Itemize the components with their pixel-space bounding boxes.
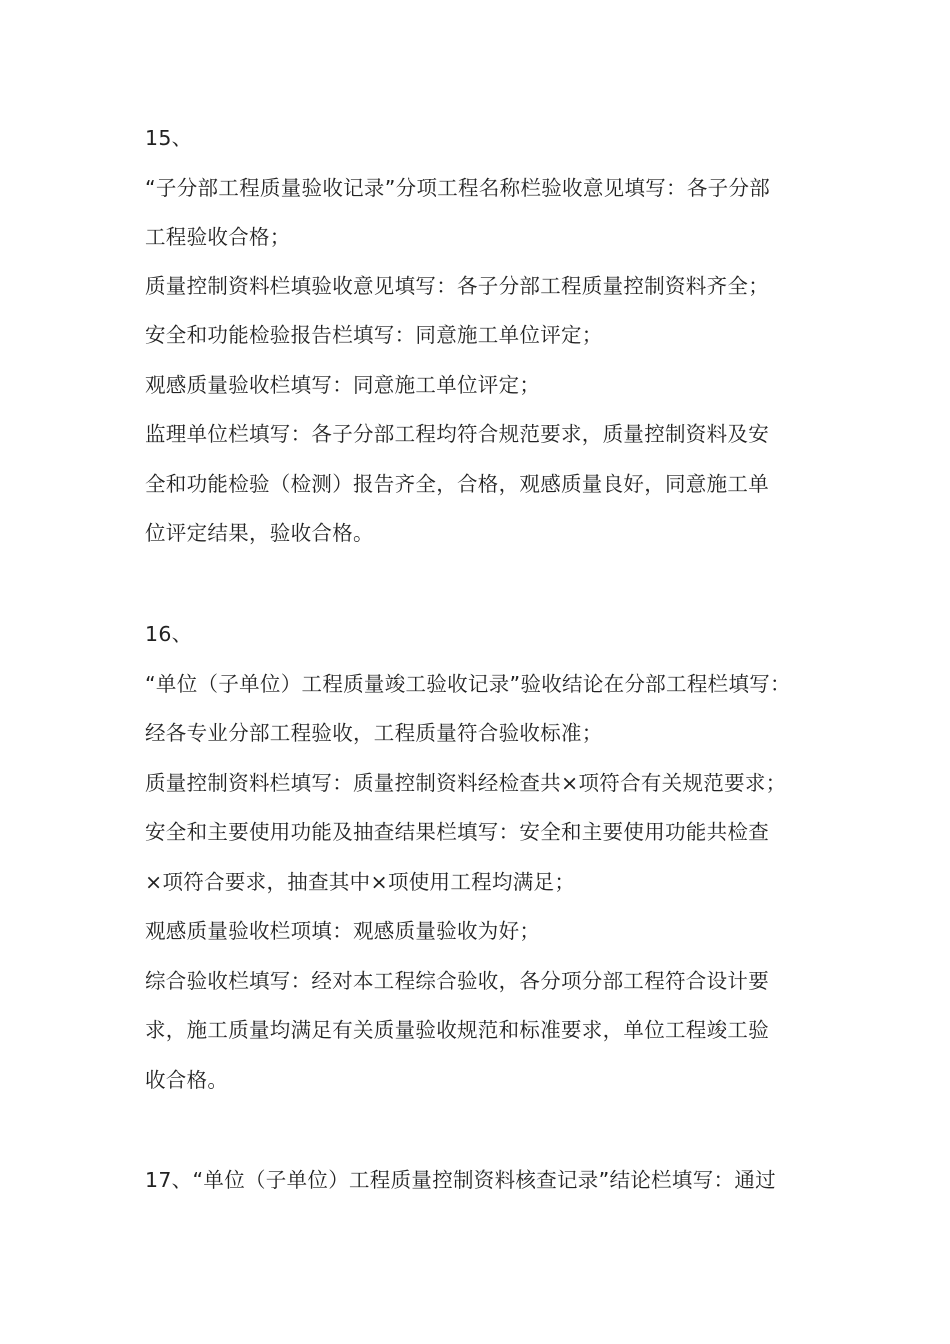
paragraph-line-section-17: 17、“单位（子单位）工程质量控制资料核查记录”结论栏填写：通过 bbox=[145, 1168, 776, 1192]
paragraph-line: 综合验收栏填写：经对本工程综合验收，各分项分部工程符合设计要 bbox=[145, 969, 769, 993]
paragraph-line: 工程验收合格； bbox=[145, 225, 291, 249]
paragraph-line: 全和功能检验（检测）报告齐全，合格，观感质量良好，同意施工单 bbox=[145, 472, 769, 496]
section-number-15: 15、 bbox=[145, 126, 193, 150]
paragraph-line: 质量控制资料栏填验收意见填写：各子分部工程质量控制资料齐全； bbox=[145, 274, 769, 298]
section-number-16: 16、 bbox=[145, 622, 193, 646]
paragraph-line: 监理单位栏填写：各子分部工程均符合规范要求，质量控制资料及安 bbox=[145, 422, 769, 446]
paragraph-line: 质量控制资料栏填写：质量控制资料经检查共×项符合有关规范要求； bbox=[145, 771, 787, 795]
paragraph-line: 求，施工质量均满足有关质量验收规范和标准要求，单位工程竣工验 bbox=[145, 1018, 769, 1042]
paragraph-line: 观感质量验收栏填写：同意施工单位评定； bbox=[145, 373, 541, 397]
paragraph-line: “单位（子单位）工程质量竣工验收记录”验收结论在分部工程栏填写： bbox=[145, 672, 791, 696]
paragraph-line: 经各专业分部工程验收，工程质量符合验收标准； bbox=[145, 721, 603, 745]
paragraph-line: 安全和功能检验报告栏填写：同意施工单位评定； bbox=[145, 323, 603, 347]
paragraph-line: 观感质量验收栏项填：观感质量验收为好； bbox=[145, 919, 541, 943]
paragraph-line: 安全和主要使用功能及抽查结果栏填写：安全和主要使用功能共检查 bbox=[145, 820, 769, 844]
paragraph-line: 位评定结果，验收合格。 bbox=[145, 521, 374, 545]
paragraph-line: “子分部工程质量验收记录”分项工程名称栏验收意见填写：各子分部 bbox=[145, 176, 771, 200]
paragraph-line: 收合格。 bbox=[145, 1068, 229, 1092]
paragraph-line: ×项符合要求，抽查其中×项使用工程均满足； bbox=[145, 870, 576, 894]
